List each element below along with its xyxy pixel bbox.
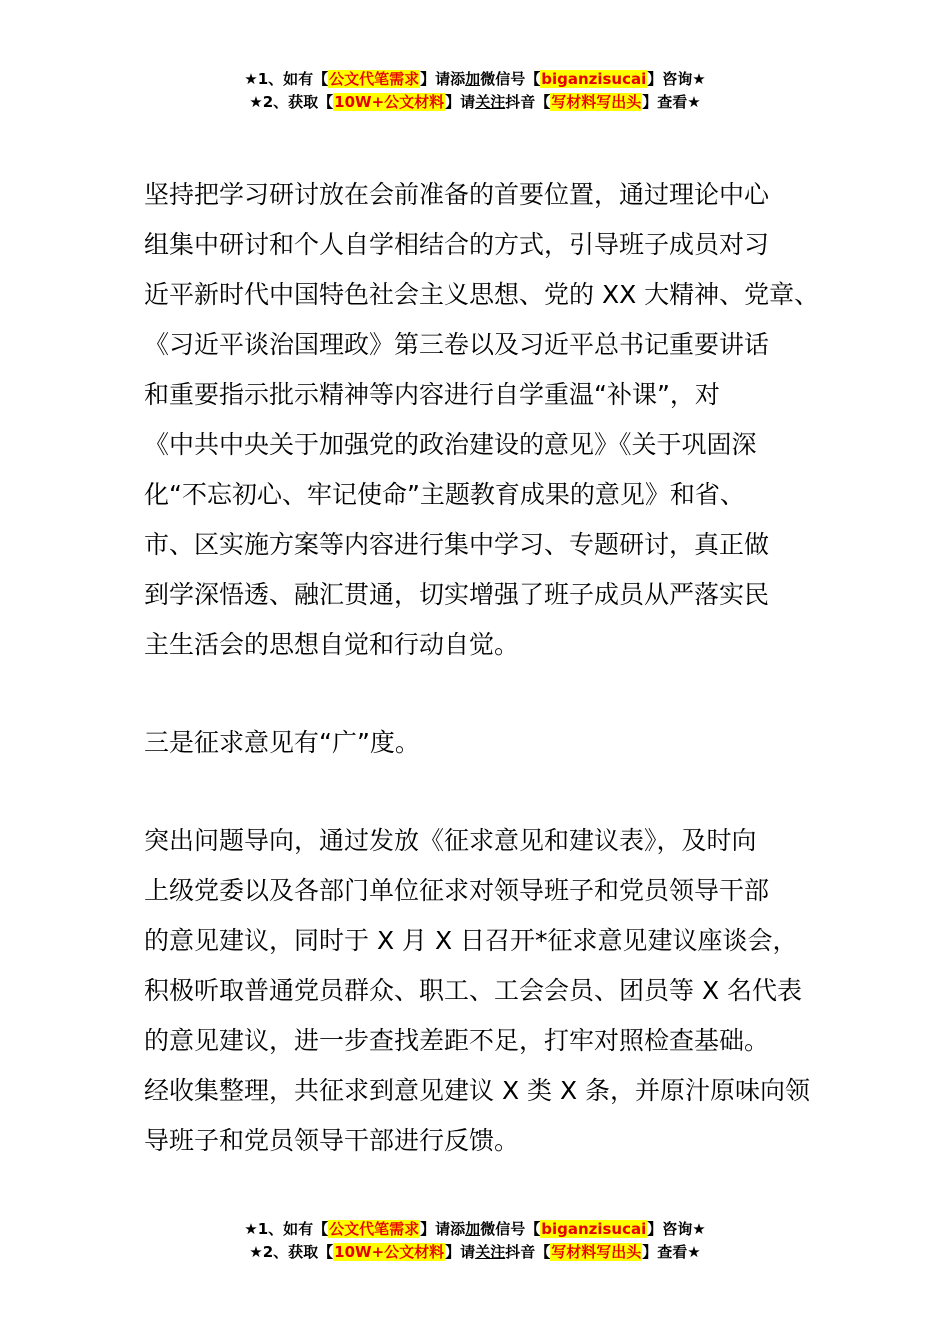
banner-text: 】咨询	[647, 70, 693, 88]
star-icon: ★	[249, 93, 263, 111]
star-icon: ★	[249, 1243, 263, 1261]
star-icon: ★	[692, 1220, 706, 1238]
highlight-materials: 10W+公文材料	[334, 93, 445, 111]
text-line: 的意见建议，同时于 X 月 X 日召开*征求意见建议座谈会，	[144, 926, 798, 955]
banner-text: 2、获取【	[262, 93, 334, 111]
star-icon: ★	[692, 70, 706, 88]
text-line: 导班子和党员领导干部进行反馈。	[144, 1126, 520, 1155]
banner-text: 微信号【	[480, 70, 541, 88]
banner-line-2	[0, 91, 950, 114]
banner-emphasis: 加	[465, 70, 481, 88]
paragraph-study	[144, 170, 820, 670]
highlight-service: 公文代笔需求	[329, 1220, 420, 1238]
highlight-wechat-id: biganzisucai	[541, 70, 647, 88]
banner-text: 2、获取【	[262, 1243, 334, 1261]
star-icon: ★	[687, 93, 701, 111]
star-icon: ★	[687, 1243, 701, 1261]
text-line: 到学深悟透、融汇贯通，切实增强了班子成员从严落实民	[144, 580, 770, 609]
star-icon: ★	[244, 70, 258, 88]
banner-text: 】请	[445, 1243, 476, 1261]
text-line: 突出问题导向，通过发放《征求意见和建议表》，及时向	[144, 826, 757, 855]
text-line: 和重要指示批示精神等内容进行自学重温“补课”，对	[144, 380, 720, 409]
text-line: 积极听取普通党员群众、职工、工会会员、团员等 X 名代表	[144, 976, 803, 1005]
text-line: 近平新时代中国特色社会主义思想、党的 XX 大精神、党章、	[144, 280, 820, 309]
banner-text: 】查看	[642, 1243, 688, 1261]
text-line: 坚持把学习研讨放在会前准备的首要位置，通过理论中心	[144, 180, 770, 209]
highlight-materials: 10W+公文材料	[334, 1243, 445, 1261]
text-line: 组集中研讨和个人自学相结合的方式，引导班子成员对习	[144, 230, 770, 259]
banner-text: 1、如有【	[257, 70, 329, 88]
section-heading	[144, 718, 814, 768]
highlight-service: 公文代笔需求	[329, 70, 420, 88]
text-line: 《习近平谈治国理政》第三卷以及习近平总书记重要讲话	[144, 330, 770, 359]
star-icon: ★	[244, 1220, 258, 1238]
banner-emphasis: 关注	[475, 93, 506, 111]
banner-text: 】请	[445, 93, 476, 111]
header-banner	[0, 68, 950, 114]
highlight-douyin-account: 写材料写出头	[551, 1243, 642, 1261]
banner-text: 抖音【	[505, 93, 551, 111]
banner-emphasis: 关注	[475, 1243, 506, 1261]
banner-text: 】查看	[642, 93, 688, 111]
paragraph-feedback	[144, 816, 814, 1166]
highlight-wechat-id: biganzisucai	[541, 1220, 647, 1238]
banner-text: 】请添	[420, 70, 466, 88]
text-line: 化“不忘初心、牢记使命”主题教育成果的意见》和省、	[144, 480, 745, 509]
text-line: 上级党委以及各部门单位征求对领导班子和党员领导干部	[144, 876, 770, 905]
banner-emphasis: 加	[465, 1220, 481, 1238]
footer-banner	[0, 1218, 950, 1264]
text-line: 市、区实施方案等内容进行集中学习、专题研讨，真正做	[144, 530, 770, 559]
text-line: 的意见建议，进一步查找差距不足，打牢对照检查基础。	[144, 1026, 770, 1055]
text-line: 《中共中央关于加强党的政治建设的意见》《关于巩固深	[144, 430, 757, 459]
banner-line-1	[0, 68, 950, 91]
banner-line-1	[0, 1218, 950, 1241]
banner-text: 1、如有【	[257, 1220, 329, 1238]
banner-text: 微信号【	[480, 1220, 541, 1238]
banner-text: 抖音【	[505, 1243, 551, 1261]
highlight-douyin-account: 写材料写出头	[551, 93, 642, 111]
text-line: 三是征求意见有“广”度。	[144, 728, 420, 757]
banner-text: 】请添	[420, 1220, 466, 1238]
banner-line-2	[0, 1241, 950, 1264]
banner-text: 】咨询	[647, 1220, 693, 1238]
text-line: 主生活会的思想自觉和行动自觉。	[144, 630, 520, 659]
text-line: 经收集整理，共征求到意见建议 X 类 X 条，并原汁原味向领	[144, 1076, 811, 1105]
